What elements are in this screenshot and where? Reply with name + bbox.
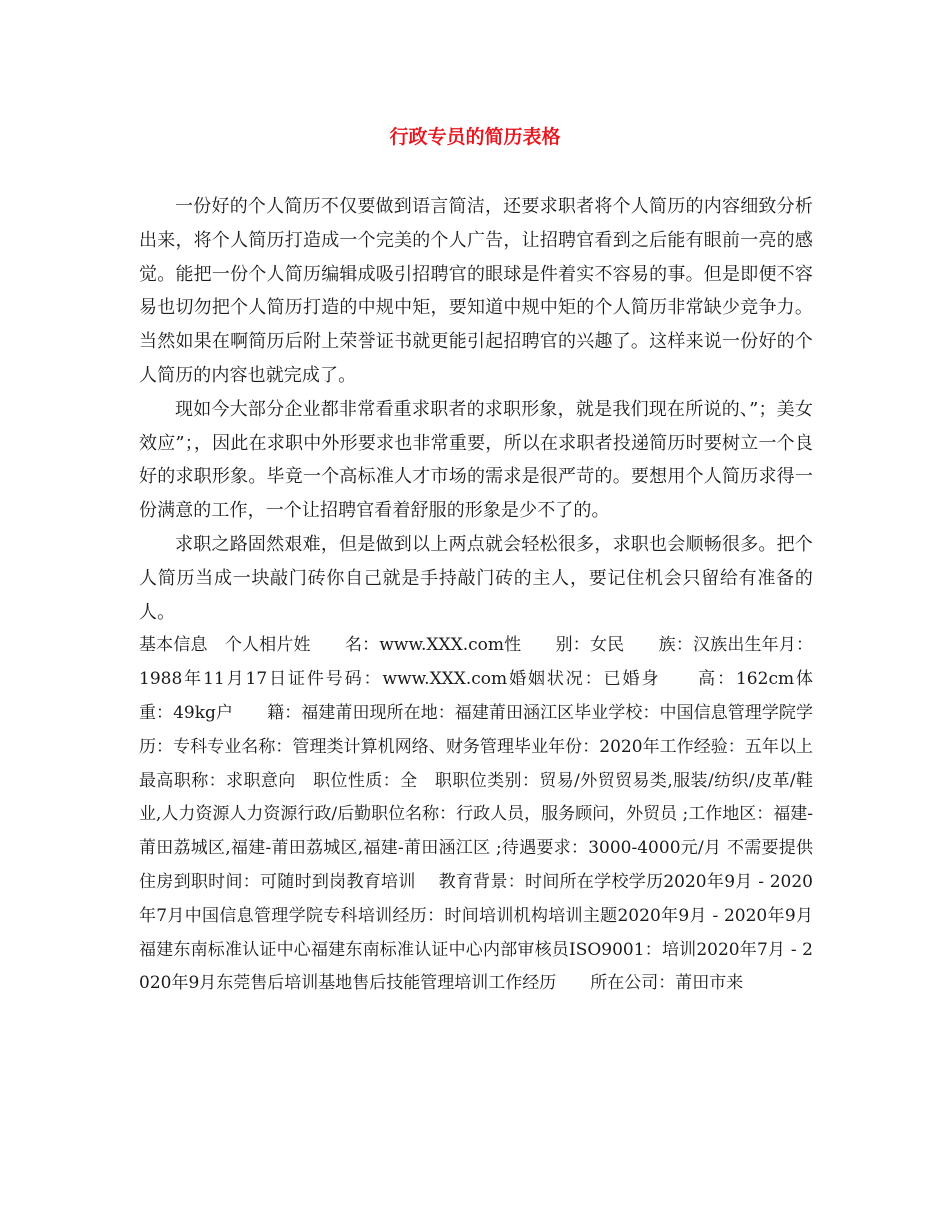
resume-info-block: 基本信息 个人相片姓 名：www.XXX.com性 别：女民 族：汉族出生年月：1988年11月17日证件号码：www.XXX.com婚姻状况：已婚身 高：162cm体 重：49kg户 籍：福建莆田现所在地：福建莆田涵江区毕业学校：中国信息管理学院学 历：专科专业名称：管理类计算机网络、财务管理毕业年份：2020年工作经验：五年以上最高职称：求职意向 职位性质：全 职职位类别：贸易/外贸贸易类,服装/纺织/皮革/鞋业,人力资源人力资源行政/后勤职位名称：行政人员，服务顾问，外贸员 ;工作地区：福建-莆田荔城区,福建-莆田荔城区,福建-莆田涵江区 ;待遇要求：3000-4000元/月 不需要提供住房到职时间：可随时到岗教育培训 教育背景：时间所在学校学历2020年9月 - 2020年7月中国信息管理学院专科培训经历：时间培训机构培训主题2020年9月 - 2020年9月福建东南标准认证中心福建东南标准认证中心内部审核员ISO9001：培训2020年7月 - 2020年9月东莞售后培训基地售后技能管理培训工作经历 所在公司：莆田市来 [139, 635, 847, 994]
intro-paragraph-3: 求职之路固然艰难，但是做到以上两点就会轻松很多，求职也会顺畅很多。把个人简历当成一块敲门砖你自己就是手持敲门砖的主人，要记住机会只留给有准备的人。 [139, 533, 813, 623]
intro-paragraph-2: 现如今大部分企业都非常看重求职者的求职形象，就是我们现在所说的、”；美女效应”；，因此在求职中外形要求也非常重要，所以在求职者投递简历时要树立一个良好的求职形象。毕竟一个高标准人才市场的需求是很严苛的。要想用个人简历求得一份满意的工作，一个让招聘官看着舒服的形象是少不了的。 [139, 398, 813, 522]
document-body [139, 190, 847, 1001]
document-title: 行政专员的简历表格 [389, 126, 561, 148]
intro-paragraph-1: 一份好的个人简历不仅要做到语言简洁，还要求职者将个人简历的内容细致分析出来，将个人简历打造成一个完美的个人广告，让招聘官看到之后能有眼前一亮的感觉。能把一份个人简历编辑成吸引招聘官的眼球是件着实不容易的事。但是即便不容易也切勿把个人简历打造的中规中矩，要知道中规中矩的个人简历非常缺少竞争力。当然如果在啊简历后附上荣誉证书就更能引起招聘官的兴趣了。这样来说一份好的个人简历的内容也就完成了。 [139, 196, 813, 386]
